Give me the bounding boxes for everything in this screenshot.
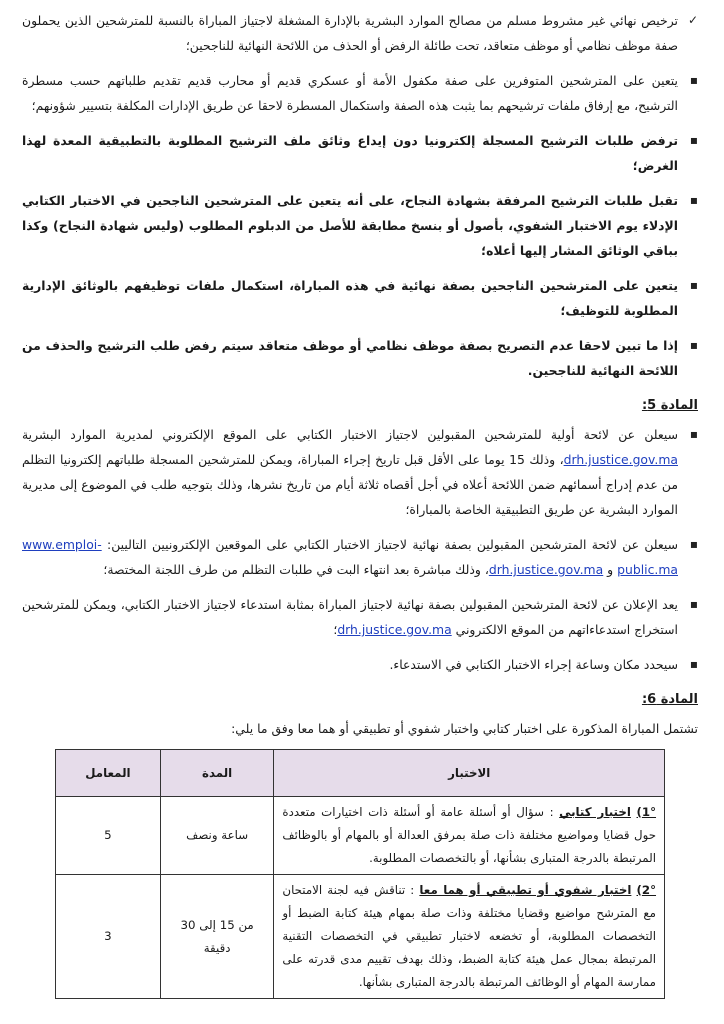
square-bullet-icon: ▪: [689, 597, 698, 611]
square-bullet-icon: ▪: [689, 427, 698, 441]
header-exam: الاختبار: [274, 750, 665, 797]
list-item-text: ؛: [333, 622, 338, 637]
exam-number: 2°): [636, 883, 657, 897]
list-item: [22, 592, 698, 642]
exam-cell: [274, 875, 665, 999]
list-item-text: إذا ما تبين لاحقا عدم التصريح بصفة موظف نظامي أو موظف متعاقد سيتم رفض طلب الترشيح والحذف من اللائحة النهائية للناجحين.: [22, 338, 678, 378]
conjunction-text: و: [603, 562, 618, 577]
exam-label: اختبار كتابي: [559, 805, 631, 819]
table-row: [56, 875, 665, 999]
drh-justice-link[interactable]: drh.justice.gov.ma: [337, 622, 452, 637]
header-duration: المدة: [160, 750, 274, 797]
square-bullet-icon: ▪: [689, 133, 698, 147]
list-item-text: ترخيص نهائي غير مشروط مسلم من مصالح الموارد البشرية بالإدارة المشغلة لاجتياز المباراة بالنسبة للمترشحين الذين يحملون صفة موظف نظامي أو موظف متعاقد، تحت طائلة الرفض أو الحذف من اللائحة النهائية للناجحين؛: [22, 13, 678, 53]
list-item: [22, 333, 698, 383]
square-bullet-icon: ▪: [689, 338, 698, 352]
list-item-text: ، وذلك مباشرة بعد انتهاء البت في طلبات التظلم من طرف اللجنة المختصة؛: [103, 562, 489, 577]
list-item: [22, 652, 698, 677]
square-bullet-icon: ▪: [689, 193, 698, 207]
exam-label: اختبار شفوي أو تطبيقي أو هما معا: [419, 883, 632, 897]
exam-description: : سؤال أو أسئلة عامة أو أسئلة ذات اختيارات متعددة حول قضايا ومواضيع مختلفة ذات صلة بمرفق العدالة أو بالمهام أو بالوظائف المرتبطة بالدرجة المتبارى بشأنها، أو بالتخصصات المطلوبة.: [282, 805, 656, 865]
duration-cell: من 15 إلى 30 دقيقة: [160, 875, 274, 999]
drh-justice-link[interactable]: drh.justice.gov.ma: [488, 562, 604, 577]
list-item-text: سيعلن عن لائحة أولية للمترشحين المقبولين لاجتياز الاختبار الكتابي على الموقع الإلكتروني لمديرية الموارد البشرية: [22, 427, 678, 442]
square-bullet-icon: ▪: [689, 537, 698, 551]
list-item-text: سيعلن عن لائحة المترشحين المقبولين بصفة نهائية لاجتياز الاختبار الكتابي على الموقعين الإلكترونيين التاليين:: [107, 537, 678, 552]
list-item-text: ، وذلك 15 يوما على الأقل قبل تاريخ إجراء المباراة، ويمكن للمترشحين المسجلة طلباتهم إلكترونيا التظلم من عدم إدراج أسمائهم ضمن اللائحة أعلاه في أجل أقصاه ثلاثة أيام من تاريخ نشرها، وذلك بتوجيه طلب في الموضوع إلى مديرية الموارد البشرية عن طريق التطبيقية الخاصة بالمباراة؛: [22, 452, 678, 517]
list-item: [22, 532, 698, 582]
list-item-text: يتعين على المترشحين المتوفرين على صفة مكفول الأمة أو عسكري قديم أو محارب قديم تقديم طلباتهم حسب مسطرة الترشيح، مع إرفاق ملفات ترشيحهم بما يثبت هذه الصفة واستكمال المسطرة لاحقا عن طريق الإدارات المكلفة بتسيير شؤونهم؛: [22, 73, 678, 113]
article-6-intro: تشتمل المباراة المذكورة على اختبار كتابي واختبار شفوي أو تطبيقي أو هما معا وفق ما يلي:: [231, 721, 698, 736]
article-6-title: المادة 6:: [641, 692, 698, 707]
header-coefficient: المعامل: [56, 750, 161, 797]
drh-justice-link[interactable]: drh.justice.gov.ma: [563, 452, 678, 467]
list-item-text: ترفض طلبات الترشيح المسجلة إلكترونيا دون إيداع وثائق ملف الترشيح المطلوبة بالتطبيقية المعدة لهذا الغرض؛: [22, 133, 678, 173]
list-item-text: سيحدد مكان وساعة إجراء الاختبار الكتابي في الاستدعاء.: [389, 657, 678, 672]
list-item-text: يعد الإعلان عن لائحة المترشحين المقبولين بصفة نهائية لاجتياز المباراة بمثابة استدعاء لاجتياز الاختبار الكتابي، ويمكن للمترشحين استخراج استدعاءاتهم من الموقع الالكتروني: [22, 597, 678, 637]
exam-table: [55, 749, 665, 999]
check-icon: ✓: [687, 13, 698, 27]
duration-cell: ساعة ونصف: [160, 797, 274, 875]
list-item-text: يتعين على المترشحين الناجحين بصفة نهائية في هذه المباراة، استكمال ملفات توظيفهم بالوثائق الإدارية المطلوبة للتوظيف؛: [22, 278, 678, 318]
exam-number: 1°): [636, 805, 657, 819]
table-row: [56, 797, 665, 875]
square-bullet-icon: ▪: [689, 657, 698, 671]
list-item-text: تقبل طلبات الترشيح المرفقة بشهادة النجاح، على أنه يتعين على المترشحين الناجحين في الاختبار الكتابي الإدلاء يوم الاختبار الشفوي، بأصول أو بنسخ مطابقة للأصل من الدبلوم المطلوب (وليس شهادة النجاح) وكذا بباقي الوثائق المشار إليها أعلاه؛: [22, 193, 678, 258]
article-5-title: المادة 5:: [641, 398, 698, 413]
list-item: [22, 273, 698, 323]
requirements-list: [22, 8, 698, 383]
table-header-row: [56, 750, 665, 797]
list-item: [22, 422, 698, 522]
list-item: [22, 8, 698, 58]
exam-description: : تناقش فيه لجنة الامتحان مع المترشح مواضيع وقضايا مختلفة وذات صلة بمهام هيئة كتابة الضبط أو التخصصات المطلوبة، أو تخضعه لاختبار تطبيقي في التخصصات التقنية المرتبطة بمجال عمل هيئة كتابة الضبط، وذلك بهدف تقييم مدى قدرته على ممارسة المهام أو الوظائف المرتبطة بالدرجة المتبارى بشأنها.: [282, 883, 656, 989]
square-bullet-icon: ▪: [689, 278, 698, 292]
coefficient-cell: 5: [56, 797, 161, 875]
exam-cell: [274, 797, 665, 875]
emploi-public-link[interactable]: www.emploi-public.ma: [22, 537, 678, 577]
list-item: [22, 68, 698, 118]
square-bullet-icon: ▪: [689, 73, 698, 87]
coefficient-cell: 3: [56, 875, 161, 999]
list-item: [22, 188, 698, 263]
list-item: [22, 128, 698, 178]
